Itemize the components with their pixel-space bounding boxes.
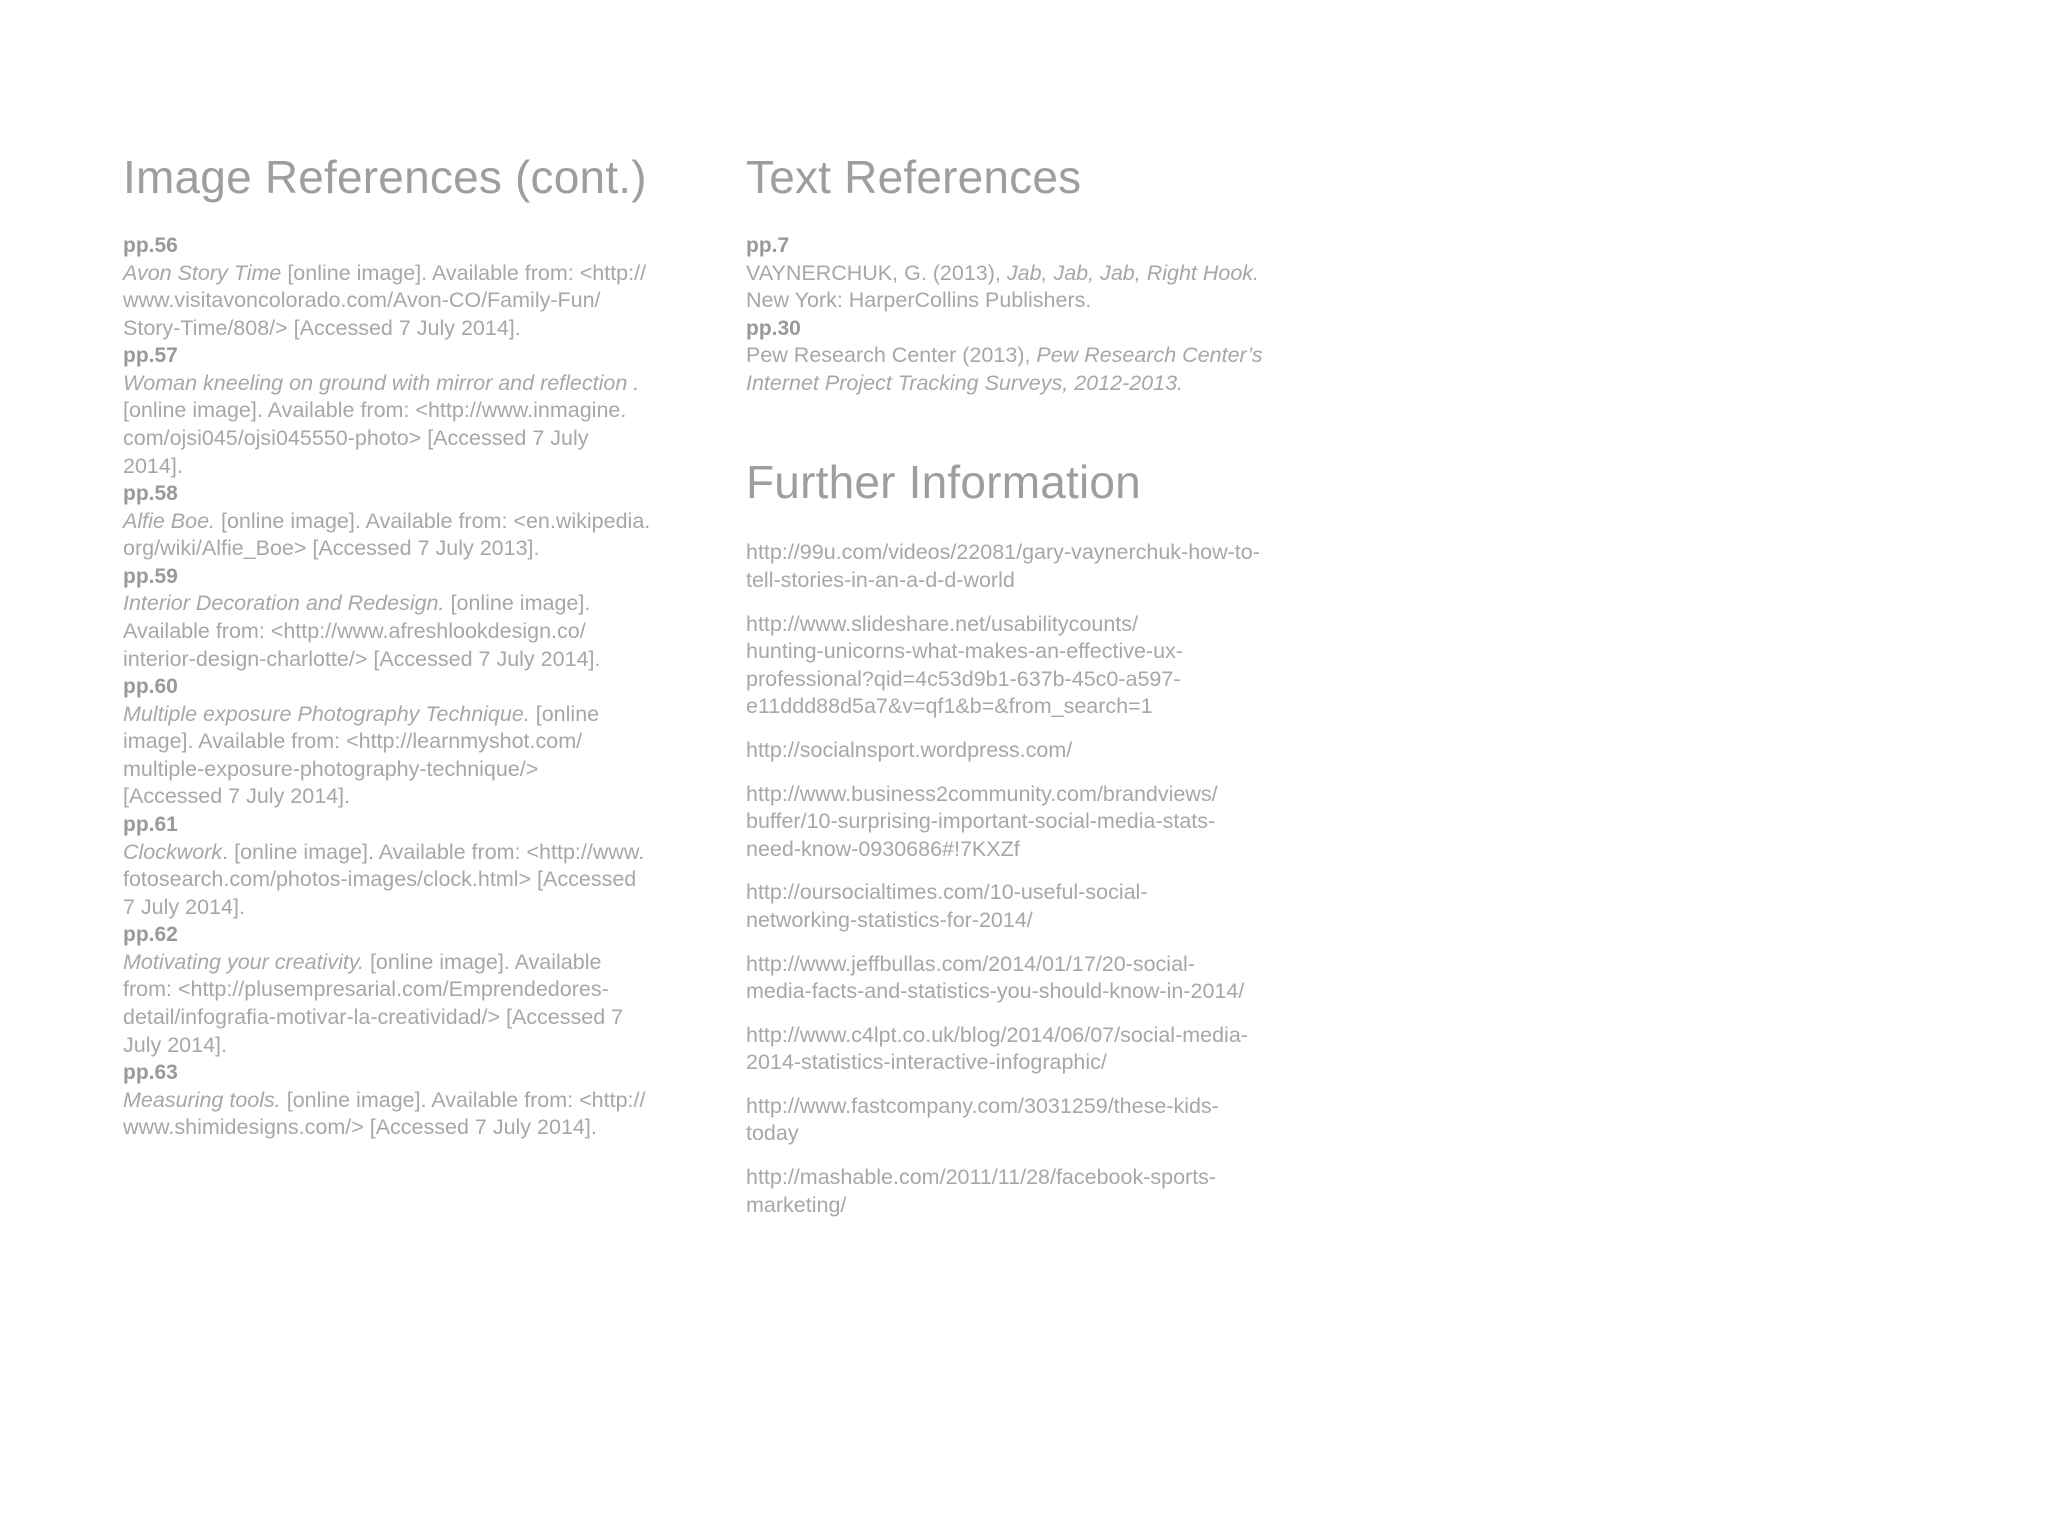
further-info-link[interactable] (746, 781, 1346, 864)
reference-title: Multiple exposure Photography Technique. (123, 701, 530, 726)
page-label: pp.59 (123, 564, 178, 588)
reference-text (123, 1087, 713, 1142)
reference-line: 2014]. (123, 453, 183, 478)
reference-author: Pew Research Center (2013), (746, 343, 1037, 368)
reference-line: [online image]. Available from: <http://www.inmagine. (123, 398, 627, 423)
page-label: pp.7 (746, 234, 790, 257)
text-reference-entry (746, 232, 1346, 315)
link-line: buffer/10-surprising-important-social-media-stats- (746, 809, 1216, 834)
reference-title: Measuring tools. (123, 1087, 281, 1112)
reference-title: Alfie Boe. (123, 508, 216, 533)
link-line: today (746, 1121, 799, 1146)
reference-line: [online image]. Available from: <http:// (280, 1087, 646, 1112)
further-information-title: Further Information (746, 456, 1141, 509)
reference-line: com/ojsi045/ojsi045550-photo> [Accessed 7 July (123, 425, 589, 450)
reference-text (123, 260, 713, 343)
page-label: pp.58 (123, 482, 178, 506)
reference-title: Clockwork (123, 839, 223, 864)
reference-year: , 2012-2013. (1062, 370, 1184, 395)
link-line: 2014-statistics-interactive-infographic/ (746, 1050, 1107, 1075)
page-label: pp.57 (123, 344, 178, 368)
link-line: http://www.jeffbullas.com/2014/01/17/20-social- (746, 951, 1195, 976)
link-line: media-facts-and-statistics-you-should-know-in-2014/ (746, 979, 1245, 1004)
reference-line: from: <http://plusempresarial.com/Emprendedores- (123, 977, 609, 1002)
link-line: http://www.fastcompany.com/3031259/these-kids- (746, 1093, 1219, 1118)
link-line: e11ddd88d5a7&v=qf1&b=&from_search=1 (746, 694, 1153, 719)
link-line: http://99u.com/videos/22081/gary-vaynerchuk-how-to- (746, 540, 1260, 565)
reference-line: Story-Time/808/> [Accessed 7 July 2014]. (123, 315, 521, 340)
right-column (746, 150, 1346, 1235)
image-references-list (123, 232, 713, 1142)
reference-line: fotosearch.com/photos-images/clock.html> [Accessed (123, 867, 637, 892)
reference-line: . [online image]. Available from: <http://www. (222, 839, 645, 864)
image-references-title: Image References (cont.) (123, 151, 647, 203)
reference-line: www.visitavoncolorado.com/Avon-CO/Family-Fun/ (123, 288, 601, 313)
text-references-list (746, 232, 1346, 397)
reference-line: Available from: <http://www.afreshlookdesign.co/ (123, 618, 586, 643)
reference-line: [online image]. Available (363, 949, 602, 974)
further-info-link[interactable] (746, 1022, 1346, 1077)
image-reference-entry (123, 342, 713, 480)
reference-title: Jab, Jab, Jab, Right Hook. (1006, 260, 1260, 285)
reference-text (123, 839, 713, 922)
reference-text (123, 949, 713, 1059)
reference-author: VAYNERCHUK, G. (2013), (746, 260, 1007, 285)
reference-line: [online image]. Available from: <en.wikipedia. (215, 508, 651, 533)
further-info-link[interactable] (746, 737, 1346, 765)
further-info-link[interactable] (746, 951, 1346, 1006)
reference-title: Interior Decoration and Redesign. (123, 591, 445, 616)
image-reference-entry (123, 673, 713, 811)
reference-line: [online image]. (444, 591, 591, 616)
reference-line: July 2014]. (123, 1032, 227, 1057)
reference-line: [Accessed 7 July 2014]. (123, 784, 351, 809)
further-info-link[interactable] (746, 879, 1346, 934)
page-label: pp.63 (123, 1061, 178, 1085)
text-reference-entry (746, 315, 1346, 398)
further-info-link[interactable] (746, 1093, 1346, 1148)
link-line: http://socialnsport.wordpress.com/ (746, 737, 1073, 762)
image-reference-entry (123, 480, 713, 563)
reference-line: multiple-exposure-photography-technique/> (123, 756, 539, 781)
reference-line: New York: HarperCollins Publishers. (746, 288, 1092, 313)
page-label: pp.56 (123, 234, 178, 257)
link-line: marketing/ (746, 1192, 847, 1217)
link-line: http://mashable.com/2011/11/28/facebook-sports- (746, 1165, 1217, 1190)
page-label: pp.60 (123, 675, 178, 699)
image-reference-entry (123, 232, 713, 342)
reference-line: interior-design-charlotte/> [Accessed 7 July 2014]. (123, 646, 601, 671)
reference-line: [online image]. Available from: <http:// (281, 260, 647, 285)
reference-title: Pew Research Center’s (1036, 343, 1263, 368)
reference-line: detail/infografia-motivar-la-creatividad/> [Accessed 7 (123, 1004, 624, 1029)
further-info-link[interactable] (746, 539, 1346, 594)
page-label: pp.30 (746, 316, 801, 340)
link-line: need-know-0930686#!7KXZf (746, 836, 1020, 861)
link-line: http://oursocialtimes.com/10-useful-social- (746, 880, 1148, 905)
reference-text (123, 701, 713, 811)
further-information-links (746, 539, 1346, 1219)
text-references-title: Text References (746, 151, 1082, 203)
reference-title: Woman kneeling on ground with mirror and reflection . (123, 370, 640, 395)
page-label: pp.61 (123, 813, 178, 836)
reference-text (123, 590, 713, 673)
reference-line: 7 July 2014]. (123, 894, 245, 919)
reference-text (123, 508, 713, 563)
page-label: pp.62 (123, 923, 178, 947)
link-line: hunting-unicorns-what-makes-an-effective-ux- (746, 639, 1183, 664)
reference-title: Motivating your creativity. (123, 949, 364, 974)
reference-line: image]. Available from: <http://learnmyshot.com/ (123, 729, 583, 754)
reference-line: www.shimidesigns.com/> [Accessed 7 July 2014]. (123, 1115, 597, 1140)
reference-text (746, 260, 1346, 315)
reference-title: Avon Story Time (123, 260, 282, 285)
further-info-link[interactable] (746, 1164, 1346, 1219)
link-line: http://www.c4lpt.co.uk/blog/2014/06/07/social-media- (746, 1022, 1248, 1047)
image-reference-entry (123, 563, 713, 673)
further-info-link[interactable] (746, 611, 1346, 721)
link-line: tell-stories-in-an-a-d-d-world (746, 567, 1015, 592)
link-line: http://www.business2community.com/brandviews/ (746, 781, 1218, 806)
image-references-column (123, 150, 713, 1142)
reference-line: [online (529, 701, 600, 726)
link-line: http://www.slideshare.net/usabilitycounts/ (746, 611, 1138, 636)
reference-line: org/wiki/Alfie_Boe> [Accessed 7 July 2013]. (123, 536, 540, 561)
reference-text (123, 370, 713, 480)
reference-title: Internet Project Tracking Surveys (746, 370, 1063, 395)
link-line: networking-statistics-for-2014/ (746, 907, 1033, 932)
image-reference-entry (123, 921, 713, 1059)
image-reference-entry (123, 811, 713, 921)
reference-text (746, 342, 1346, 397)
image-reference-entry (123, 1059, 713, 1142)
link-line: professional?qid=4c53d9b1-637b-45c0-a597- (746, 666, 1181, 691)
